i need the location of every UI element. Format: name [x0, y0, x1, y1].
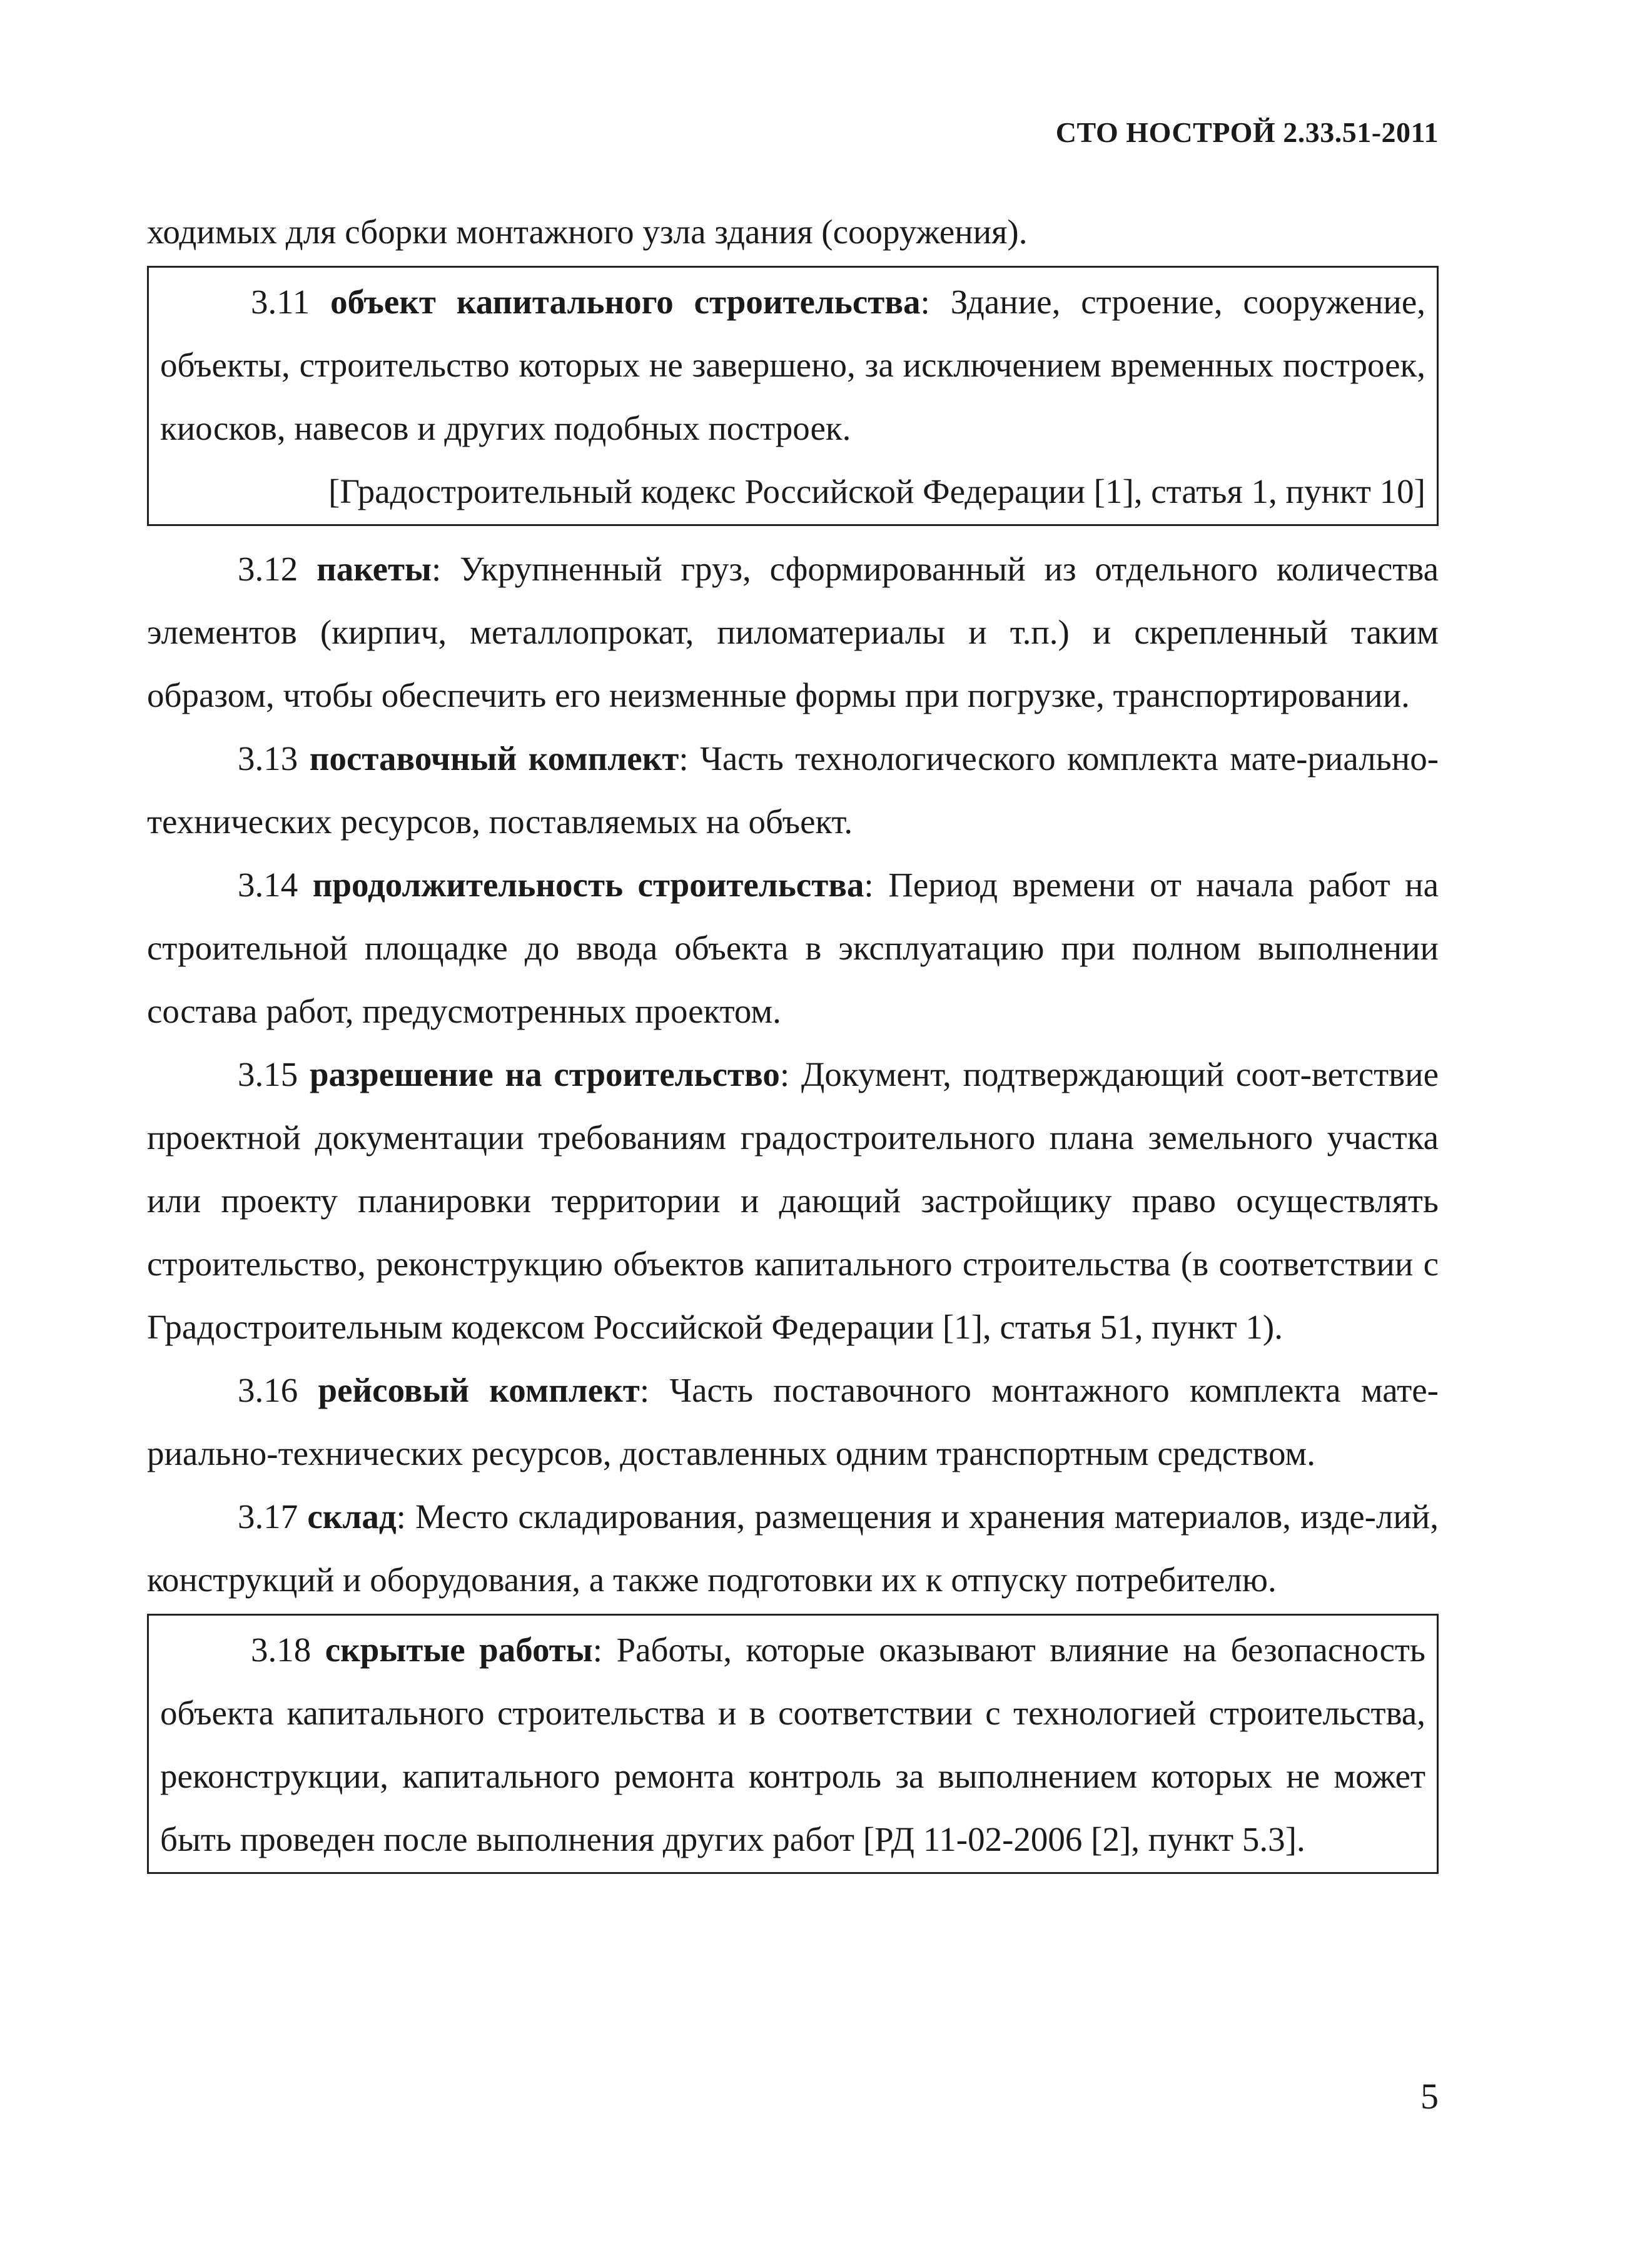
- definition-number: 3.12: [238, 550, 298, 588]
- definition-number: 3.17: [238, 1497, 298, 1536]
- definition-separator: :: [920, 283, 951, 321]
- definition-3-18: [160, 1618, 1425, 1871]
- definition-term: продолжительность строительства: [312, 866, 864, 904]
- definition-term: скрытые работы: [325, 1631, 593, 1669]
- definition-3-13: [147, 727, 1439, 853]
- definition-term: поставочный комплект: [309, 739, 679, 777]
- definition-3-11: [160, 270, 1425, 460]
- definition-3-12: [147, 537, 1439, 727]
- definition-term: пакеты: [316, 550, 432, 588]
- document-code-header: СТО НОСТРОЙ 2.33.51-2011: [1055, 116, 1439, 148]
- definition-term: склад: [307, 1497, 397, 1536]
- definition-number: 3.13: [238, 739, 298, 777]
- definition-reference: [Градостроительный кодекс Российской Федерации [1], статья 1, пункт 10]: [328, 472, 1425, 510]
- definition-text: Документ, подтверждающий соот-ветствие проектной документации требованиям градостроительного плана земельного участка или проекту планировки территории и дающий застройщику право осуществлять строительство, реконструкцию объектов капитального строительства (в соответствии с Градостроительным кодексом Российской Федерации [1], статья 51, пункт 1).: [147, 1055, 1439, 1346]
- page-content: [147, 200, 1439, 1885]
- definition-text: Место складирования, размещения и хранения материалов, изде-лий, конструкций и оборудования, а также подготовки их к отпуску потребителю.: [147, 1497, 1439, 1599]
- definition-term: разрешение на строительство: [309, 1055, 780, 1093]
- definition-number: 3.11: [251, 283, 310, 321]
- definition-text: Часть технологического комплекта мате-риально-технических ресурсов, поставляемых на объект.: [147, 739, 1439, 841]
- definition-term: рейсовый комплект: [318, 1371, 640, 1409]
- definition-separator: :: [431, 550, 460, 588]
- definition-text: Период времени от начала работ на строительной площадке до ввода объекта в эксплуатацию при полном выполнении состава работ, предусмотренных проектом.: [147, 866, 1439, 1030]
- definition-3-15: [147, 1043, 1439, 1359]
- definition-number: 3.15: [238, 1055, 298, 1093]
- definition-separator: :: [679, 739, 701, 777]
- definition-separator: :: [396, 1497, 416, 1536]
- continuation-paragraph: ходимых для сборки монтажного узла здания (сооружения).: [147, 213, 1028, 251]
- definition-text: Работы, которые оказывают влияние на безопасность объекта капитального строительства и в соответствии с технологией строительства, реконструкции, капитального ремонта контроль за выполнением которых не может быть проведен после выполнения других работ [РД 11-02-2006 [2], пункт 5.3].: [160, 1631, 1426, 1858]
- definition-3-14: [147, 853, 1439, 1043]
- definition-separator: :: [592, 1631, 617, 1669]
- page-number: 5: [1420, 2076, 1439, 2117]
- definition-text: Здание, строение, сооружение, объекты, строительство которых не завершено, за исключением временных построек, киосков, навесов и других подобных построек.: [160, 283, 1426, 447]
- definition-text: Укрупненный груз, сформированный из отдельного количества элементов (кирпич, металлопрокат, пиломатериалы и т.п.) и скрепленный таким образом, чтобы обеспечить его неизменные формы при погрузке, транспортировании.: [147, 550, 1439, 714]
- definition-term: объект капитального строительства: [330, 283, 921, 321]
- definition-separator: :: [864, 866, 889, 904]
- definition-box-3-11: [147, 266, 1439, 526]
- definition-box-3-18: [147, 1614, 1439, 1874]
- definition-number: 3.18: [251, 1631, 311, 1669]
- definition-number: 3.14: [238, 866, 298, 904]
- definition-number: 3.16: [238, 1371, 298, 1409]
- definition-separator: :: [779, 1055, 801, 1093]
- definition-separator: :: [639, 1371, 670, 1409]
- definition-3-17: [147, 1485, 1439, 1611]
- definition-3-16: [147, 1359, 1439, 1485]
- definition-text: Часть поставочного монтажного комплекта мате-риально-технических ресурсов, доставленных одним транспортным средством.: [147, 1371, 1439, 1472]
